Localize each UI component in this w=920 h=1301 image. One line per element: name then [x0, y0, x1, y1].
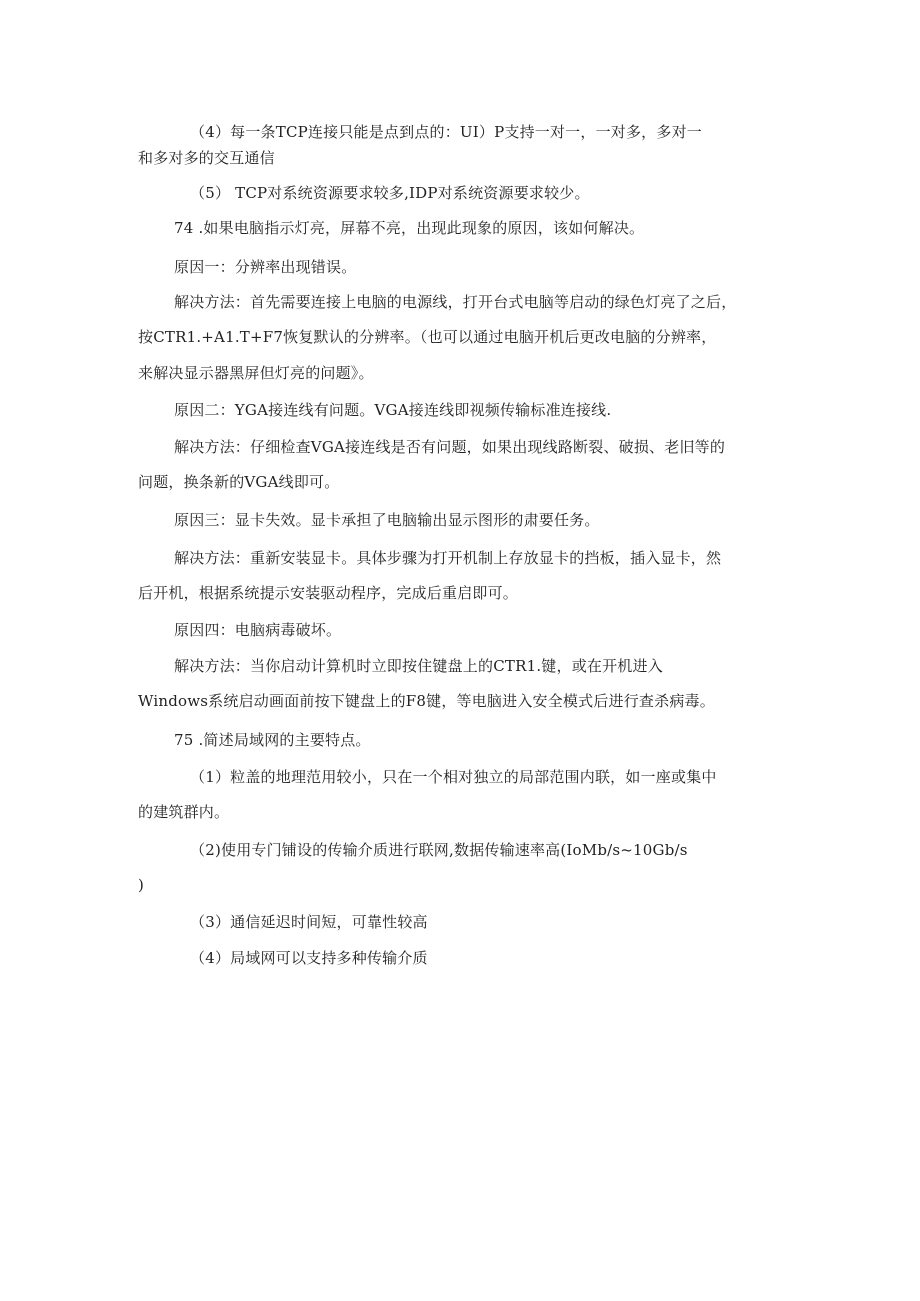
text-line: （4）局域网可以支持多种传输介质 — [190, 949, 428, 967]
text-line: 解决方法：首先需要连接上电脑的电源线，打开台式电脑等启动的绿色灯亮了之后， — [174, 293, 737, 311]
text-line: 解决方法：重新安装显卡。具体步骤为打开机制上存放显卡的挡板，插入显卡，然 — [174, 549, 722, 567]
text-line: （4）每一条TCP连接只能是点到点的：UI）P支持一对一，一对多，多对一 — [190, 123, 702, 141]
text-line: Windows系统启动画面前按下键盘上的F8键，等电脑进入安全模式后进行查杀病毒。 — [138, 692, 715, 710]
text-line: 原因二：YGA接连线有问题。VGA接连线即视频传输标准连接线. — [174, 401, 612, 419]
text-line: 原因四：电脑病毒破坏。 — [174, 621, 342, 639]
text-line: 解决方法：当你启动计算机时立即按住键盘上的CTR1.键，或在开机进入 — [174, 657, 663, 675]
text-line: （3）通信延迟时间短，可靠性较高 — [190, 913, 428, 931]
text-line: 原因三：显卡失效。显卡承担了电脑输出显示图形的肃要任务。 — [174, 511, 600, 529]
text-line: 后开机，根据系统提示安装驱动程序，完成后重启即可。 — [138, 584, 519, 602]
text-line: （5） TCP对系统资源要求较多,IDP对系统资源要求较少。 — [190, 184, 590, 202]
text-line: 的建筑群内。 — [138, 803, 230, 821]
text-line: 74 .如果电脑指示灯亮，屏幕不亮，出现此现象的原因，该如何解决。 — [174, 219, 645, 237]
text-line: 解决方法：仔细检查VGA接连线是否有问题，如果出现线路断裂、破损、老旧等的 — [174, 438, 726, 456]
text-line: 和多对多的交互通信 — [138, 149, 275, 167]
text-line: 按CTR1.+A1.T+F7恢复默认的分辨率。（也可以通过电脑开机后更改电脑的分辨率， — [138, 328, 717, 346]
text-line: 问题，换条新的VGA线即可。 — [138, 473, 340, 491]
text-line: （2)使用专门铺设的传输介质进行联网,数据传输速率高(IoMb/s~10Gb/s — [190, 841, 688, 859]
text-line: ) — [138, 876, 145, 894]
text-line: 来解决显示器黑屏但灯亮的问题》。 — [138, 364, 374, 382]
text-line: 原因一：分辨率出现错误。 — [174, 258, 357, 276]
text-line: 75 .简述局域网的主要特点。 — [174, 731, 371, 749]
text-line: （1）粒盖的地理范用较小，只在一个相对独立的局部范围内联，如一座或集中 — [190, 768, 717, 786]
